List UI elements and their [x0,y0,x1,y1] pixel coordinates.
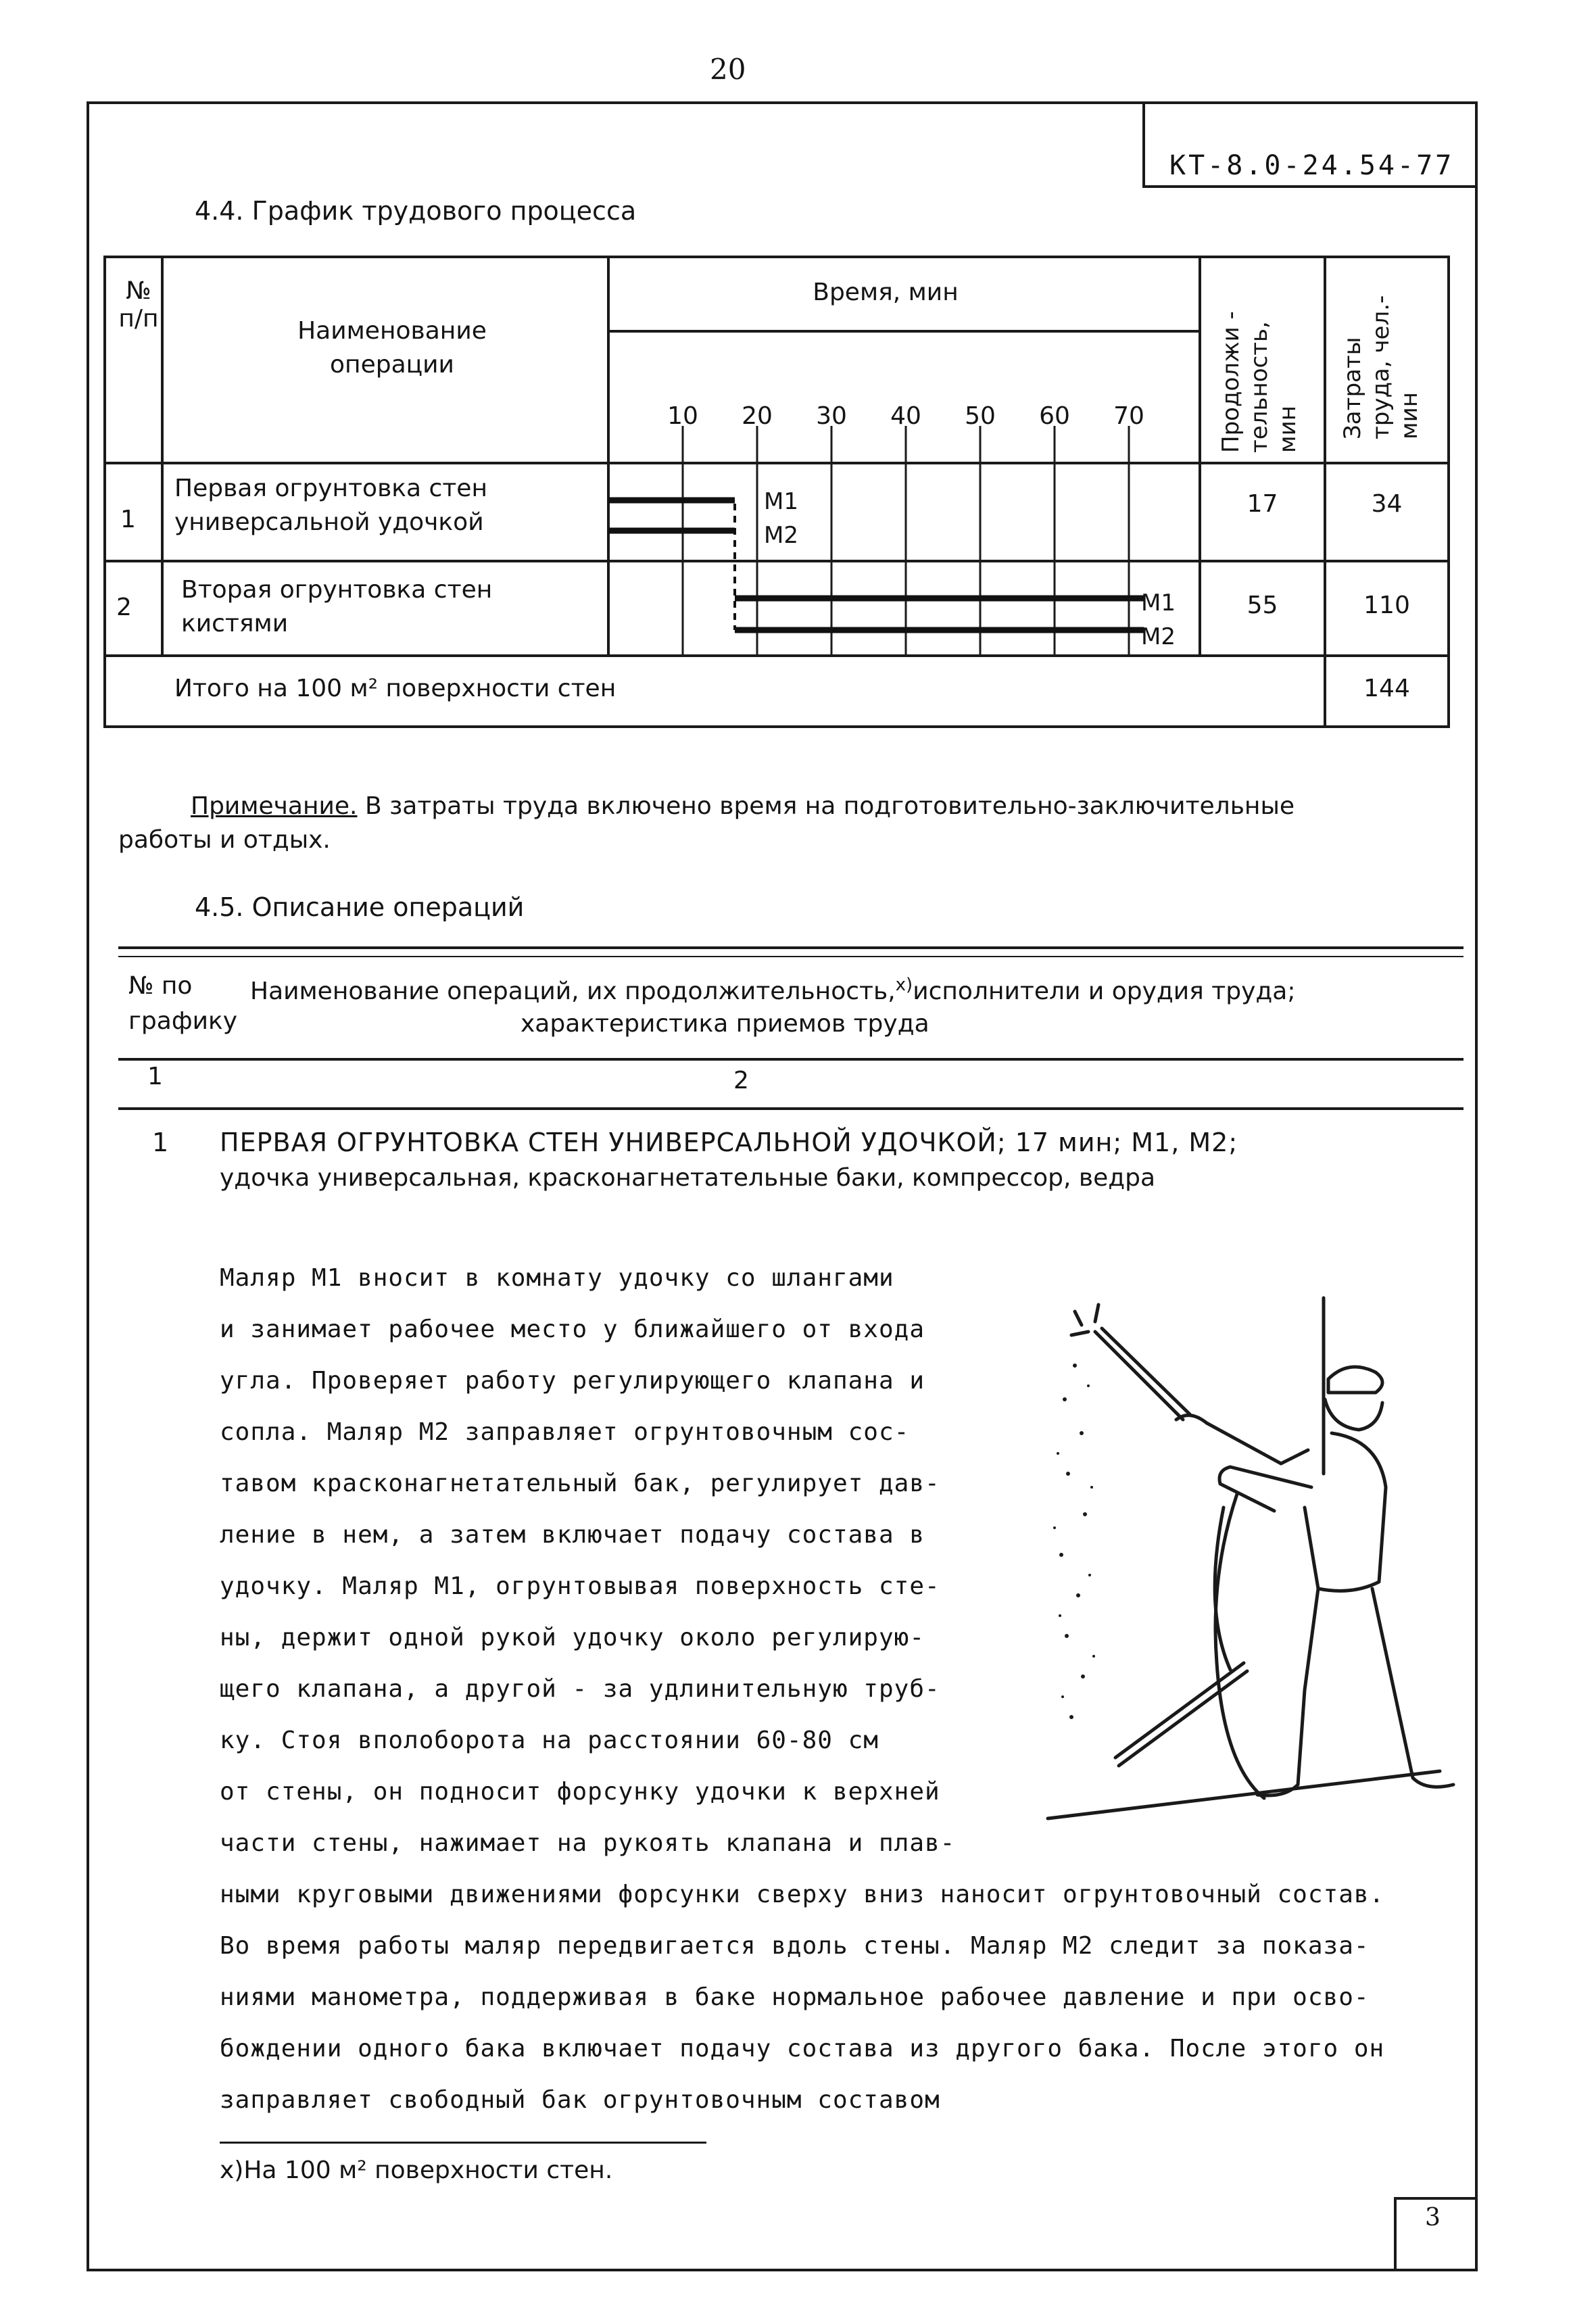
ops-header-footmark: x) [895,975,913,995]
op-1-title-line1: ПЕРВАЯ ОГРУНТОВКА СТЕН УНИВЕРСАЛЬНОЙ УДОЧКОЙ; 17 мин; М1, М2; [220,1128,1238,1157]
row-1-worker-2: М2 [764,522,798,549]
painter-spraying-illustration [1034,1284,1467,1839]
ops-col-index-1: 1 [147,1063,163,1090]
row-1-worker-1: М1 [764,488,798,515]
row-2-name-line1: Вторая огрунтовка стен [181,576,493,604]
total-label: Итого на 100 м² поверхности стен [174,675,616,702]
ops-header-top-rule [118,946,1464,949]
op-1-num: 1 [152,1128,169,1157]
op-1-body-line: заправляет свободный бак огрунтовочным составом [220,2086,940,2114]
ops-header-top-rule-thin [118,956,1464,957]
footnote: x)На 100 м² поверхности стен. [220,2156,613,2184]
row-2-num: 2 [116,594,132,621]
document-code: КТ-8.0-24.54-77 [1169,150,1455,181]
op-1-body-line: сопла. Маляр М2 заправляет огрунтовочным сос- [220,1418,910,1446]
total-value: 144 [1363,675,1410,702]
time-tick-label: 30 [816,402,847,430]
ops-header-col2-text-a: Наименование операций, их продолжительность, [250,978,896,1005]
col-time-header: Время, мин [813,279,959,306]
op-1-body-line: угла. Проверяет работу регулирующего клапана и [220,1367,925,1395]
time-tick-label: 40 [890,402,921,430]
corner-number: 3 [1425,2204,1441,2231]
col-num-header: № п/п [118,277,159,333]
time-tick-label: 20 [742,402,773,430]
col-name-header: Наименование операции [297,317,487,379]
row-1-duration: 17 [1247,490,1278,518]
op-1-body-line: части стены, нажимает на рукоять клапана и плав- [220,1829,956,1857]
row-1-name-line2: универсальной удочкой [174,508,484,536]
ops-header-col1-line1: № по [128,972,193,1000]
time-tick-label: 10 [667,402,698,430]
op-1-title-line2: удочка универсальная, красконагнетательные баки, компрессор, ведра [220,1164,1156,1192]
op-1-body-line: Во время работы маляр передвигается вдоль стены. Маляр М2 следит за показа- [220,1932,1370,1960]
ops-header-bottom-rule [118,1107,1464,1110]
ops-header-col1-line2: графику [128,1007,238,1035]
section-4-4-title: 4.4. График трудового процесса [195,196,637,226]
ops-col-index-2: 2 [733,1067,749,1094]
ops-header-col2-line1 [250,975,1295,1005]
row-2-labor: 110 [1363,592,1410,619]
row-2-worker-2: М2 [1141,623,1176,650]
op-1-body-line: от стены, он подносит форсунку удочки к верхней [220,1778,940,1806]
op-1-body-line: удочку. Маляр М1, огрунтовывая поверхность сте- [220,1572,940,1600]
op-1-body-line: бождении одного бака включает подачу состава из другого бака. После этого он [220,2035,1385,2062]
op-1-body-line: ниями манометра, поддерживая в баке нормальное рабочее давление и при осво- [220,1983,1370,2011]
col-duration-header: Продолжи - тельность, мин [1217,311,1301,453]
op-1-body-line: тавом красконагнетательный бак, регулирует дав- [220,1470,940,1497]
time-tick-label: 70 [1113,402,1144,430]
op-1-body-line: щего клапана, а другой - за удлинительную труб- [220,1675,940,1703]
note [191,792,1295,820]
ops-header-col2-text-b: исполнители и орудия труда; [913,978,1296,1005]
ops-header-col2-line2: характеристика приемов труда [521,1010,929,1038]
note-label: Примечание. [191,792,358,820]
note-text-line1: В затраты труда включено время на подготовительно-заключительные [364,792,1295,820]
row-1-num: 1 [120,506,136,533]
row-1-name-line1: Первая огрунтовка стен [174,475,487,502]
op-1-body-line: ление в нем, а затем включает подачу состава в [220,1521,925,1549]
footnote-rule [220,2142,706,2144]
row-1-labor: 34 [1371,490,1403,518]
time-tick-label: 60 [1039,402,1070,430]
op-1-body-line: ку. Стоя вполоборота на расстоянии 60-80 см [220,1727,879,1754]
row-2-duration: 55 [1247,592,1278,619]
page-number: 20 [710,53,746,86]
op-1-body-line: и занимает рабочее место у ближайшего от входа [220,1316,925,1343]
note-text-line2: работы и отдых. [118,826,331,854]
op-1-body-line: Маляр М1 вносит в комнату удочку со шлангами [220,1264,894,1292]
ops-header-mid-rule [118,1058,1464,1061]
op-1-body-line: ными круговыми движениями форсунки сверху вниз наносит огрунтовочный состав. [220,1881,1385,1908]
op-1-body-line: ны, держит одной рукой удочку около регулирую- [220,1624,925,1651]
row-2-name-line2: кистями [181,610,289,637]
col-labor-header: Затраты труда, чел.-мин [1339,295,1423,439]
time-tick-label: 50 [965,402,996,430]
row-2-worker-1: М1 [1141,589,1176,617]
section-4-5-title: 4.5. Описание операций [195,892,525,922]
